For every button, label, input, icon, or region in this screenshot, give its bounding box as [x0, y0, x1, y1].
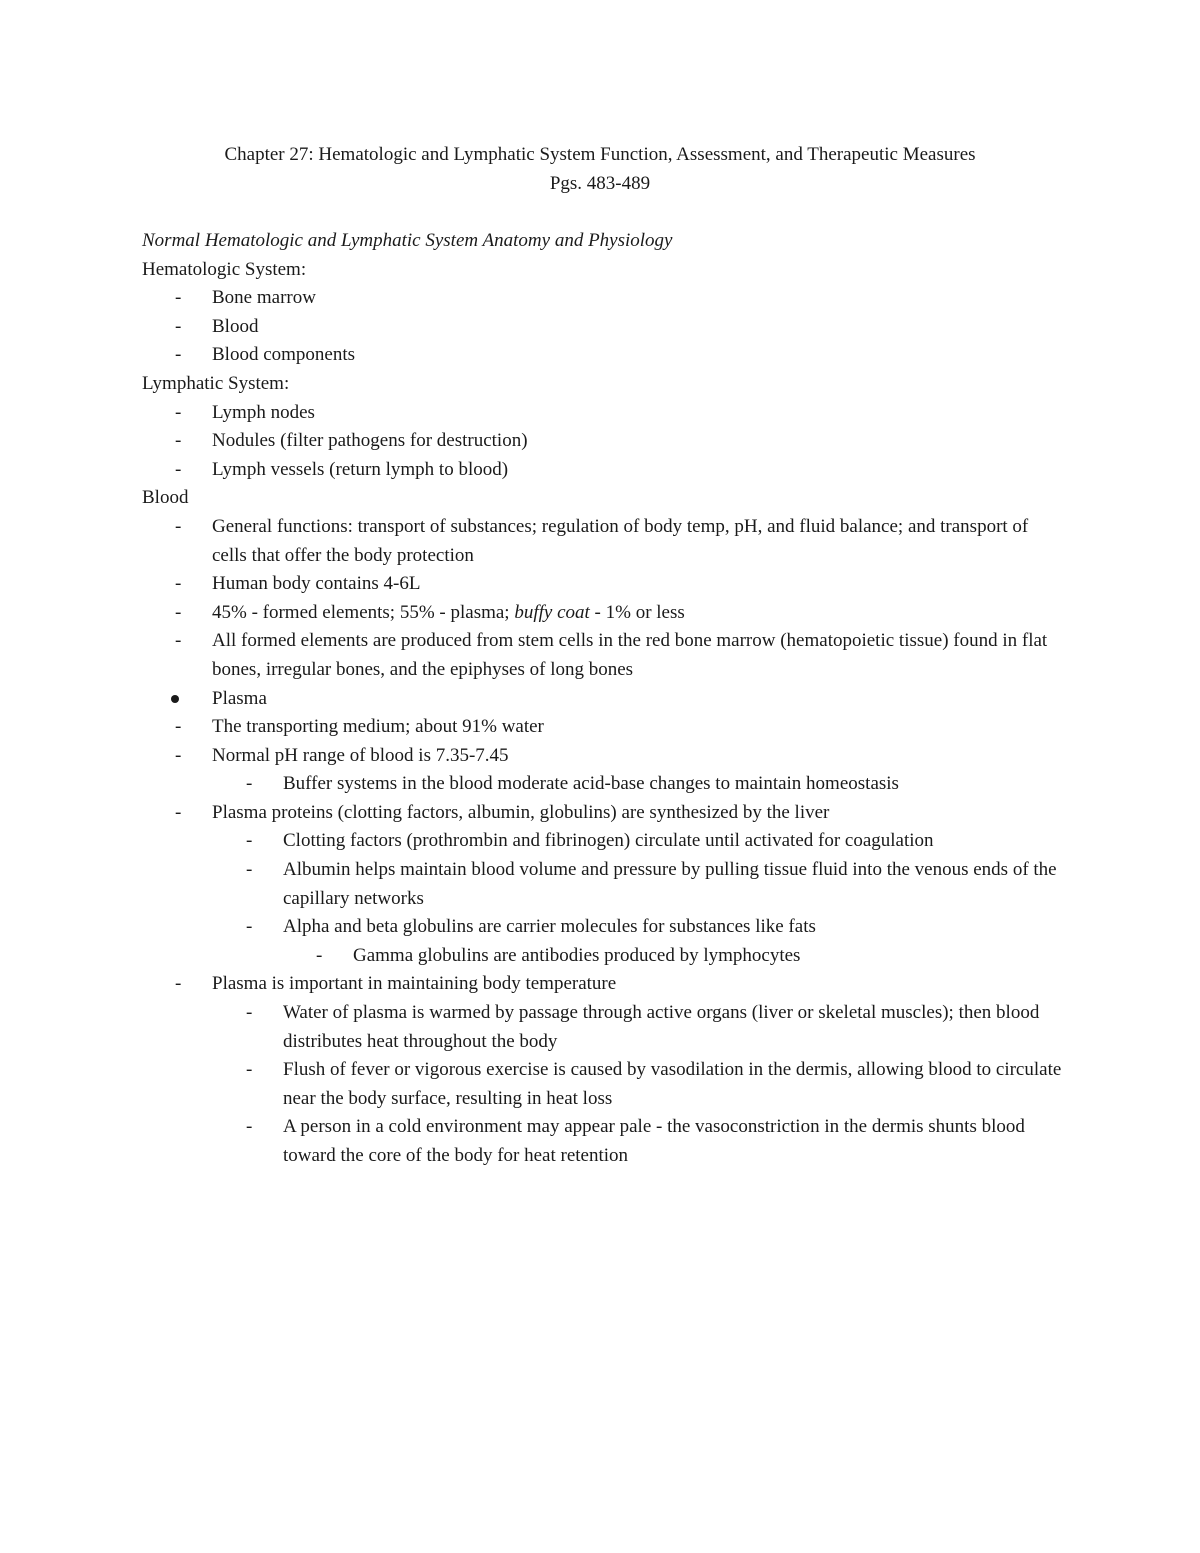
list-item: - Bone marrow — [142, 284, 1062, 313]
list-item: - Blood components — [142, 341, 1062, 370]
dash-marker: - — [175, 573, 182, 595]
list-item: - A person in a cold environment may appear pale - the vasoconstriction in the dermis shunts blood toward the core of the body for heat retention — [142, 1113, 1062, 1170]
dash-marker: - — [175, 315, 182, 337]
plasma-bullet-item: Plasma — [142, 685, 1062, 714]
section-title: Normal Hematologic and Lymphatic System Anatomy and Physiology — [142, 230, 673, 251]
list-item: - Flush of fever or vigorous exercise is caused by vasodilation in the dermis, allowing blood to circulate near the body surface, resulting in heat loss — [142, 1056, 1062, 1113]
dash-marker: - — [175, 287, 182, 309]
dash-marker: - — [175, 458, 182, 480]
list-item: - Alpha and beta globulins are carrier molecules for substances like fats — [142, 913, 1062, 942]
dash-marker: - — [316, 944, 323, 966]
list-item: - Nodules (filter pathogens for destruction) — [142, 427, 1062, 456]
list-item: - Blood — [142, 313, 1062, 342]
dash-marker: - — [175, 744, 182, 766]
dash-marker: - — [175, 630, 182, 652]
list-item: - Normal pH range of blood is 7.35-7.45 — [142, 742, 1062, 771]
dash-marker: - — [246, 1002, 253, 1024]
dash-marker: - — [175, 601, 182, 623]
dash-marker: - — [246, 773, 253, 795]
list-item: - Clotting factors (prothrombin and fibrinogen) circulate until activated for coagulation — [142, 827, 1062, 856]
document-header — [0, 141, 1200, 198]
list-item: - Water of plasma is warmed by passage through active organs (liver or skeletal muscles); then blood distributes heat throughout the body — [142, 999, 1062, 1056]
dash-marker: - — [175, 973, 182, 995]
dash-marker: - — [175, 716, 182, 738]
list-item: - All formed elements are produced from stem cells in the red bone marrow (hematopoietic tissue) found in flat bones, irregular bones, and the epiphyses of long bones — [142, 627, 1062, 684]
list-item: - Plasma proteins (clotting factors, albumin, globulins) are synthesized by the liver — [142, 799, 1062, 828]
dash-marker: - — [246, 830, 253, 852]
bullet-icon — [171, 695, 179, 703]
list-item: - Albumin helps maintain blood volume and pressure by pulling tissue fluid into the venous ends of the capillary networks — [142, 856, 1062, 913]
list-item: - The transporting medium; about 91% water — [142, 713, 1062, 742]
list-item: - 45% - formed elements; 55% - plasma; buffy coat - 1% or less — [142, 599, 1062, 628]
dash-marker: - — [175, 801, 182, 823]
buffy-coat-term: buffy coat — [514, 601, 590, 623]
lymphatic-heading: Lymphatic System: — [142, 372, 290, 394]
dash-marker: - — [175, 515, 182, 537]
dash-marker: - — [175, 344, 182, 366]
list-item: - Gamma globulins are antibodies produced by lymphocytes — [142, 942, 1062, 971]
page-range: Pgs. 483-489 — [549, 172, 651, 194]
chapter-title: Chapter 27: Hematologic and Lymphatic System Function, Assessment, and Therapeutic Measures — [224, 144, 976, 165]
dash-marker: - — [175, 401, 182, 423]
dash-marker: - — [175, 430, 182, 452]
list-item: - Human body contains 4-6L — [142, 570, 1062, 599]
list-item: - Buffer systems in the blood moderate acid-base changes to maintain homeostasis — [142, 770, 1062, 799]
dash-marker: - — [246, 916, 253, 938]
hematologic-heading: Hematologic System: — [142, 258, 307, 280]
dash-marker: - — [246, 859, 253, 881]
list-item: - Lymph vessels (return lymph to blood) — [142, 456, 1062, 485]
list-item: - Lymph nodes — [142, 399, 1062, 428]
list-item: - Plasma is important in maintaining body temperature — [142, 970, 1062, 999]
list-item: - General functions: transport of substances; regulation of body temp, pH, and fluid balance; and transport of cells that offer the body protection — [142, 513, 1062, 570]
blood-heading: Blood — [142, 487, 189, 509]
dash-marker: - — [246, 1059, 253, 1081]
dash-marker: - — [246, 1116, 253, 1138]
document-body — [142, 227, 1062, 1171]
